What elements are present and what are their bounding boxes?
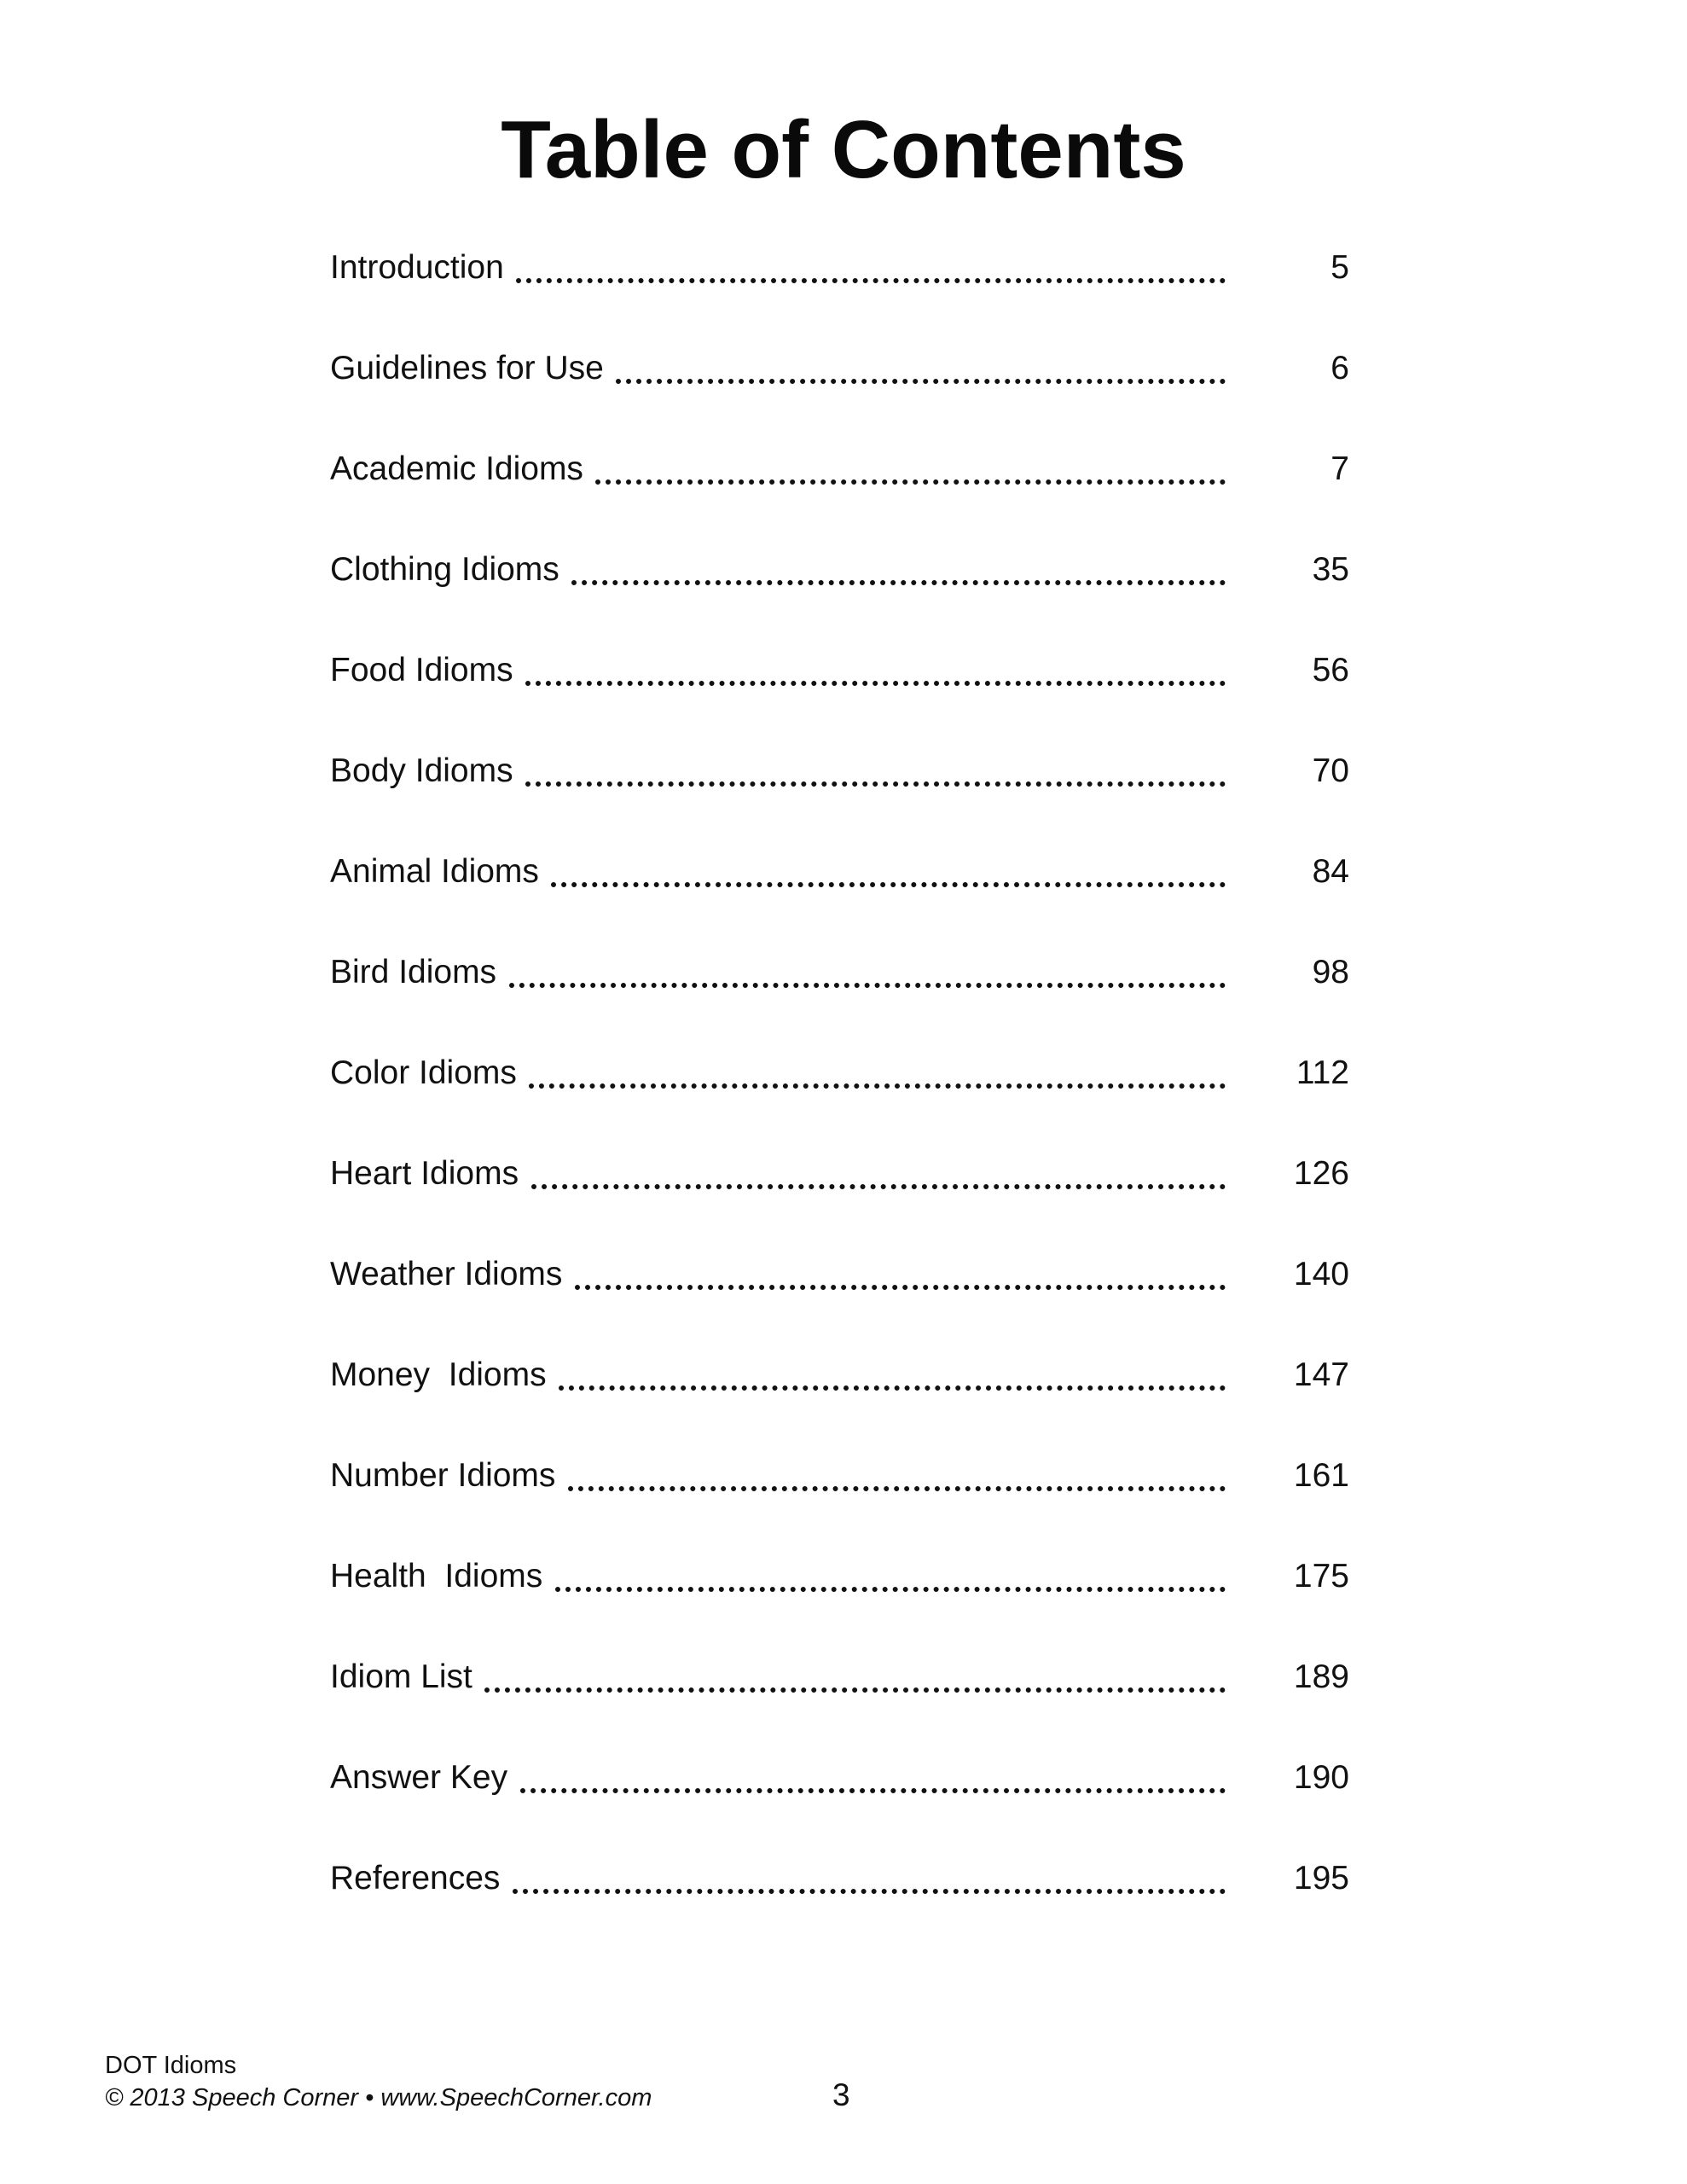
toc-dot-leader: [575, 1285, 1226, 1290]
toc-entry-page: 35: [1312, 551, 1349, 588]
toc-entry-label: Introduction: [330, 249, 504, 286]
toc-entry-label: Clothing Idioms: [330, 551, 559, 588]
toc-entry: [330, 746, 1354, 797]
toc-entry-label: Food Idioms: [330, 652, 513, 688]
toc-entry-label: Answer Key: [330, 1759, 508, 1796]
toc-entry-page: 6: [1330, 350, 1349, 386]
toc-entry-page: 195: [1293, 1860, 1349, 1896]
toc-entry-label: Idiom List: [330, 1658, 472, 1695]
toc-entry-label: Money Idioms: [330, 1356, 547, 1393]
toc-entry-label: References: [330, 1860, 501, 1896]
toc-entry-page: 140: [1293, 1256, 1349, 1292]
toc-entry-label: Number Idioms: [330, 1457, 556, 1494]
toc-entry-page: 126: [1293, 1155, 1349, 1192]
toc-dot-leader: [559, 1385, 1226, 1391]
toc-entry-label: Academic Idioms: [330, 450, 583, 487]
toc-dot-leader: [551, 882, 1226, 887]
toc-entry: [330, 242, 1354, 293]
footer-book-title: DOT Idioms: [105, 2052, 237, 2079]
toc-entry: [330, 1249, 1354, 1300]
toc-entry-label: Bird Idioms: [330, 954, 497, 990]
toc-dot-leader: [571, 580, 1226, 585]
toc-dot-leader: [555, 1587, 1226, 1592]
page-title: Table of Contents: [501, 104, 1186, 195]
toc-entry-label: Guidelines for Use: [330, 350, 604, 386]
toc-dot-leader: [509, 983, 1226, 988]
toc-entry-page: 70: [1312, 752, 1349, 789]
toc-entry-label: Health Idioms: [330, 1558, 543, 1594]
toc-dot-leader: [531, 1184, 1226, 1189]
toc-entry: [330, 1752, 1354, 1804]
toc-dot-leader: [616, 379, 1226, 384]
toc-entry: [330, 1048, 1354, 1099]
toc-entry: [330, 544, 1354, 595]
toc-entry: [330, 645, 1354, 696]
toc-entry-page: 190: [1293, 1759, 1349, 1796]
toc-dot-leader: [568, 1486, 1226, 1491]
toc-dot-leader: [484, 1687, 1226, 1693]
toc-entry: [330, 343, 1354, 394]
toc-entry-page: 189: [1293, 1658, 1349, 1695]
toc-entry-page: 112: [1296, 1054, 1349, 1091]
toc-entry-page: 7: [1330, 450, 1349, 487]
toc-dot-leader: [513, 1889, 1226, 1894]
toc-entry-page: 175: [1293, 1558, 1349, 1594]
toc-entry-label: Animal Idioms: [330, 853, 539, 890]
footer-copyright: © 2013 Speech Corner • www.SpeechCorner.com: [105, 2084, 652, 2111]
toc-dot-leader: [520, 1788, 1226, 1793]
toc-entry: [330, 1652, 1354, 1703]
toc-entry: [330, 1551, 1354, 1602]
toc-entry: [330, 1148, 1354, 1199]
toc-entry-page: 161: [1293, 1457, 1349, 1494]
toc-dot-leader: [525, 781, 1226, 787]
toc-dot-leader: [525, 681, 1226, 686]
toc-entry-page: 147: [1293, 1356, 1349, 1393]
toc-entry-label: Weather Idioms: [330, 1256, 563, 1292]
toc-entry: [330, 1853, 1354, 1904]
toc-dot-leader: [595, 479, 1226, 485]
toc-entry-page: 56: [1312, 652, 1349, 688]
toc-entry: [330, 947, 1354, 998]
toc-entry-page: 84: [1312, 853, 1349, 890]
toc-entry-label: Body Idioms: [330, 752, 513, 789]
toc-dot-leader: [529, 1083, 1226, 1089]
toc-entry: [330, 444, 1354, 495]
toc-entry-label: Heart Idioms: [330, 1155, 519, 1192]
toc-entry-page: 98: [1312, 954, 1349, 990]
toc-entry-label: Color Idioms: [330, 1054, 517, 1091]
toc-entry: [330, 1350, 1354, 1401]
toc-entry: [330, 1450, 1354, 1502]
toc-entry: [330, 846, 1354, 897]
toc-entry-page: 5: [1330, 249, 1349, 286]
toc-dot-leader: [516, 278, 1226, 283]
page-number: 3: [832, 2077, 850, 2112]
